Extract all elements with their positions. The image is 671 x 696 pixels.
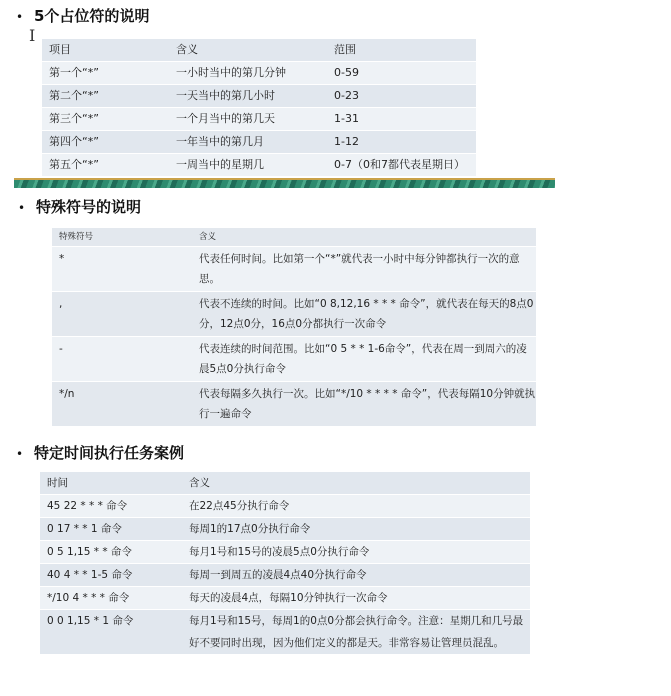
table-cell: 第四个“*” — [42, 131, 169, 154]
table-row — [52, 337, 536, 382]
special-symbol-table — [52, 228, 536, 427]
section-heading-placeholders — [16, 5, 149, 26]
table-cell: 每天的凌晨4点，每隔10分钟执行一次命令 — [182, 587, 530, 610]
table-row — [52, 247, 536, 292]
header-cell: 含义 — [182, 472, 530, 495]
table-cell: 0-7（0和7都代表星期日） — [327, 154, 476, 177]
table-cell: 0 17 * * 1 命令 — [40, 518, 182, 541]
table-cell: 第一个“*” — [42, 62, 169, 85]
table-cell: 0-23 — [327, 85, 476, 108]
table-row — [52, 292, 536, 337]
section-heading-special-symbols — [18, 196, 141, 217]
table-header-row — [52, 228, 536, 247]
table-row — [52, 382, 536, 427]
table-cell: 1-31 — [327, 108, 476, 131]
table-row — [40, 518, 530, 541]
decorative-stripe — [14, 178, 555, 188]
placeholder-table — [42, 39, 476, 177]
table-cell: 代表不连续的时间。比如“0 8,12,16 * * * 命令”，就代表在每天的8点0分，12点0分，16点0分都执行一次命令 — [192, 292, 536, 337]
table-cell: 第二个“*” — [42, 85, 169, 108]
table-row — [42, 85, 476, 108]
table-cell: 45 22 * * * 命令 — [40, 495, 182, 518]
table-row — [42, 108, 476, 131]
table-cell: 一个月当中的第几天 — [169, 108, 327, 131]
table-cell: 第五个“*” — [42, 154, 169, 177]
table-cell: 40 4 * * 1-5 命令 — [40, 564, 182, 587]
table-cell: , — [52, 292, 192, 337]
table-row — [40, 564, 530, 587]
table-cell: 代表连续的时间范围。比如“0 5 * * 1-6命令”，代表在周一到周六的凌晨5点0分执行命令 — [192, 337, 536, 382]
table-cell: 在22点45分执行命令 — [182, 495, 530, 518]
table-row — [40, 587, 530, 610]
bullet: • — [16, 10, 24, 24]
table-cell: 一周当中的星期几 — [169, 154, 327, 177]
table-cell: 每月1号和15号的凌晨5点0分执行命令 — [182, 541, 530, 564]
bullet: • — [16, 447, 24, 461]
table-cell: 每月1号和15号，每周1的0点0分都会执行命令。注意：星期几和几号最好不要同时出现，因为他们定义的都是天。非常容易让管理员混乱。 — [182, 610, 530, 655]
table-cell: */n — [52, 382, 192, 427]
header-cell: 项目 — [42, 39, 169, 62]
section-title: 特殊符号的说明 — [36, 198, 142, 216]
header-cell: 含义 — [192, 228, 536, 247]
table-header-row — [40, 472, 530, 495]
table-row — [42, 131, 476, 154]
table-cell: * — [52, 247, 192, 292]
table-cell: 0-59 — [327, 62, 476, 85]
table-header-row — [42, 39, 476, 62]
table-cell: 每周1的17点0分执行命令 — [182, 518, 530, 541]
table-cell: */10 4 * * * 命令 — [40, 587, 182, 610]
header-cell: 特殊符号 — [52, 228, 192, 247]
table-cell: 0 5 1,15 * * 命令 — [40, 541, 182, 564]
table-cell: 每周一到周五的凌晨4点40分执行命令 — [182, 564, 530, 587]
table-row — [42, 62, 476, 85]
table-row — [42, 154, 476, 177]
table-cell: 0 0 1,15 * 1 命令 — [40, 610, 182, 655]
table-row — [40, 541, 530, 564]
table-row — [40, 495, 530, 518]
table-cell: 一天当中的第几小时 — [169, 85, 327, 108]
table-cell: 第三个“*” — [42, 108, 169, 131]
header-cell: 含义 — [169, 39, 327, 62]
table-cell: - — [52, 337, 192, 382]
section-heading-examples — [16, 442, 184, 463]
section-title: 特定时间执行任务案例 — [34, 444, 185, 462]
header-cell: 时间 — [40, 472, 182, 495]
table-cell: 1-12 — [327, 131, 476, 154]
table-cell: 代表任何时间。比如第一个“*”就代表一小时中每分钟都执行一次的意思。 — [192, 247, 536, 292]
table-cell: 代表每隔多久执行一次。比如“*/10 * * * * 命令”，代表每隔10分钟就执行一遍命令 — [192, 382, 536, 427]
bullet: • — [18, 201, 26, 215]
example-table — [40, 472, 530, 655]
table-cell: 一小时当中的第几分钟 — [169, 62, 327, 85]
text-cursor-icon: I — [29, 26, 36, 45]
table-cell: 一年当中的第几月 — [169, 131, 327, 154]
header-cell: 范围 — [327, 39, 476, 62]
table-row — [40, 610, 530, 655]
section-title: 5个占位符的说明 — [34, 7, 150, 25]
